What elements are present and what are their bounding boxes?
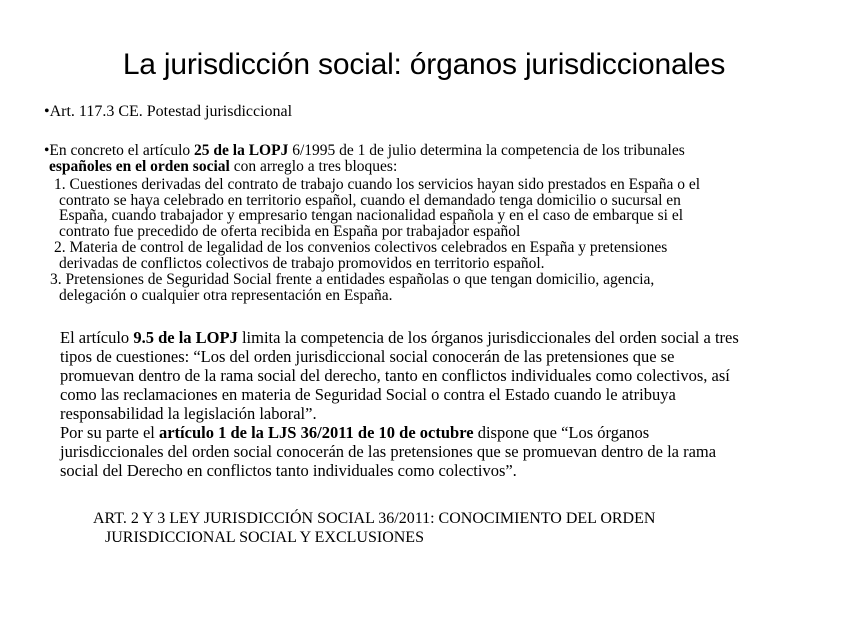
bold-text: 25 de la LOPJ	[194, 142, 289, 159]
item-line: 3. Pretensiones de Seguridad Social frente a entidades españolas o que tengan domicilio, agencia,	[50, 271, 655, 288]
text: limita la competencia de los órganos jurisdiccionales del orden social a tres	[237, 328, 739, 347]
item-line: contrato se haya celebrado en territorio español, cuando el demandado tenga domicilio o sucursal en	[59, 191, 681, 209]
bullet-lopj-25-line1	[44, 143, 804, 159]
text: dispone que “Los órganos	[473, 423, 650, 442]
item-line: 2. Materia de control de legalidad de los convenios colectivos celebrados en España y pretensiones	[54, 239, 668, 256]
art-heading-line1: ART. 2 Y 3 LEY JURISDICCIÓN SOCIAL 36/2011: CONOCIMIENTO DEL ORDEN	[93, 510, 656, 527]
bullet-lopj-25-line2	[44, 159, 804, 175]
list-item-3	[50, 272, 654, 303]
item-line: España, cuando trabajador y empresario tengan nacionalidad española y en el caso de embarque si el	[59, 207, 684, 224]
para-line: social del Derecho en conflictos tanto individuales como colectivos”.	[60, 461, 517, 480]
para-line	[60, 328, 800, 347]
text: 6/1995 de 1 de julio determina la competencia de los tribunales	[288, 142, 685, 159]
bullet-lopj-25	[44, 143, 804, 175]
para-line: responsabilidad la legislación laboral”.	[60, 404, 317, 423]
item-line: 1. Cuestiones derivadas del contrato de trabajo cuando los servicios hayan sido prestados en España o el	[54, 176, 701, 193]
art-heading	[93, 509, 655, 547]
text: •En concreto el artículo	[44, 142, 195, 159]
paragraph-lopj-9-5	[60, 328, 800, 480]
bold-text: artículo 1 de la LJS 36/2011 de 10 de octubre	[158, 423, 474, 442]
art-heading-line2: JURISDICCIONAL SOCIAL Y EXCLUSIONES	[105, 529, 424, 546]
item-line: contrato fue precedido de oferta recibida en España por trabajador español	[59, 222, 521, 240]
text: con arreglo a tres bloques:	[229, 158, 398, 175]
bold-text: españoles en el orden social	[49, 158, 230, 175]
text: Por su parte el	[60, 423, 159, 442]
para-line: como las reclamaciones en materia de Seguridad Social o contra el Estado cuando le atribuya	[60, 385, 676, 404]
bold-text: 9.5 de la LOPJ	[133, 328, 238, 347]
list-item-1	[54, 177, 700, 239]
para-line: promuevan dentro de la rama social del derecho, tanto en conflictos individuales como colectivos, así	[60, 366, 730, 385]
list-item-2	[54, 240, 667, 271]
slide-title: La jurisdicción social: órganos jurisdiccionales	[122, 48, 726, 81]
item-line: derivadas de conflictos colectivos de trabajo promovidos en territorio español.	[59, 254, 545, 272]
para-line	[60, 423, 800, 442]
para-line: tipos de cuestiones: “Los del orden jurisdiccional social conocerán de las pretensiones que se	[60, 347, 675, 366]
para-line: jurisdiccionales del orden social conocerán de las pretensiones que se promuevan dentro de la rama	[60, 442, 717, 461]
item-line: delegación o cualquier otra representación en España.	[59, 286, 393, 304]
bullet-art-117: •Art. 117.3 CE. Potestad jurisdiccional	[44, 103, 293, 120]
text: El artículo	[60, 328, 134, 347]
